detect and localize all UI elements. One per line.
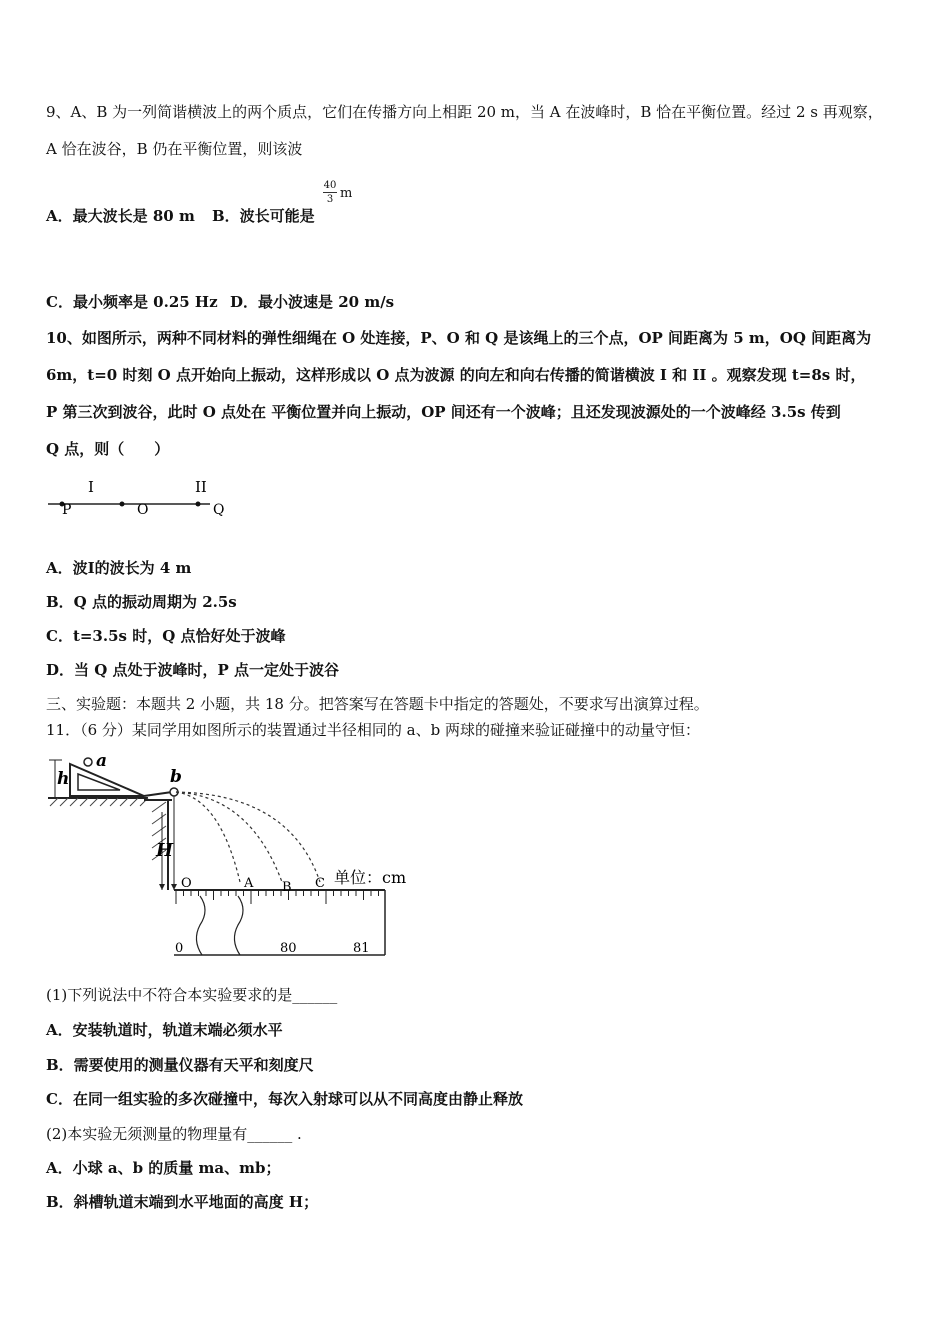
- q11-part2-option-b: B．斜槽轨道末端到水平地面的高度 H；: [46, 1193, 319, 1211]
- q10-option-b: B．Q 点的振动周期为 2.5s: [46, 593, 237, 611]
- label-H: H: [156, 840, 174, 861]
- upper-platform-hatch: [50, 798, 148, 806]
- track-end: [144, 792, 172, 796]
- q9-stem-line1: 9、A、B 为一列简谐横波上的两个质点，它们在传播方向上相距 20 m，当 A 在波峰时，B 恰在平衡位置。经过 2 s 再观察，: [46, 103, 883, 121]
- label-h: h: [57, 769, 70, 789]
- q11-part1-option-a: A．安装轨道时，轨道末端必须水平: [46, 1021, 283, 1039]
- q9-option-d: D．最小波速是 20 m/s: [230, 293, 395, 311]
- q10-stem-line2: 6m，t=0 时刻 O 点开始向上振动，这样形成以 O 点为波源 的向左和向右传播的简谐横波 I 和 II 。观察发现 t=8s 时，: [46, 366, 866, 384]
- q11-stem: 11．（6 分）某同学用如图所示的装置通过半径相同的 a、b 两球的碰撞来验证碰撞中的动量守恒：: [46, 721, 700, 739]
- q10-stem-line1: 10、如图所示，两种不同材料的弹性细绳在 O 处连接，P、O 和 Q 是该绳上的三个点，OP 间距离为 5 m，OQ 间距离为: [46, 329, 872, 347]
- point-q-dot: [196, 502, 201, 507]
- ruler-break-1: [196, 896, 205, 955]
- q11-apparatus-figure: [40, 750, 420, 965]
- q10-rope-figure: [40, 472, 240, 532]
- q10-option-d: D．当 Q 点处于波峰时，P 点一定处于波谷: [46, 661, 340, 679]
- wave-label-1: I: [88, 478, 94, 496]
- q9-option-a: A．最大波长是 80 m: [46, 207, 195, 225]
- q11-part2-option-a: A．小球 a、b 的质量 ma、mb；: [46, 1159, 281, 1177]
- trajectory-a: [176, 792, 240, 882]
- q11-part1: (1)下列说法中不符合本实验要求的是______: [46, 986, 338, 1004]
- q9-stem-line2: A 恰在波谷，B 仍在平衡位置，则该波: [46, 140, 303, 158]
- q11-part1-option-c: C．在同一组实验的多次碰撞中，每次入射球可以从不同高度由静止释放: [46, 1090, 523, 1108]
- label-C: C: [315, 876, 325, 891]
- label-b: b: [170, 767, 182, 787]
- ruler-ticks: [176, 890, 379, 904]
- point-o-dot: [120, 502, 125, 507]
- fraction-denominator: 3: [326, 194, 334, 205]
- label-p: P: [62, 502, 72, 518]
- unit-label: 单位：cm: [334, 868, 407, 887]
- trajectory-b: [176, 792, 282, 882]
- label-a: a: [96, 751, 108, 771]
- label-B: B: [282, 880, 292, 895]
- q9-option-b: B．波长可能是: [212, 207, 315, 225]
- q9-option-c: C．最小频率是 0.25 Hz: [46, 293, 218, 311]
- wave-label-2: II: [195, 478, 207, 496]
- q10-option-a: A．波Ⅰ的波长为 4 m: [46, 559, 192, 577]
- q10-stem-line3: P 第三次到波谷，此时 O 点处在 平衡位置并向上振动，OP 间还有一个波峰；且还发现波源处的一个波峰经 3.5s 传到: [46, 403, 841, 421]
- label-q: Q: [213, 502, 225, 518]
- section-3-header: 三、实验题：本题共 2 小题，共 18 分。把答案写在答题卡中指定的答题处，不要求写出演算过程。: [46, 695, 709, 713]
- label-A: A: [244, 876, 254, 891]
- fraction-unit: m: [340, 186, 353, 201]
- q11-part1-option-b: B．需要使用的测量仪器有天平和刻度尺: [46, 1056, 314, 1074]
- trajectory-c: [176, 792, 320, 882]
- ball-a: [84, 758, 92, 766]
- label-O: O: [181, 876, 192, 891]
- q11-part2: (2)本实验无须测量的物理量有______ .: [46, 1125, 302, 1143]
- fraction-numerator: 40: [323, 180, 337, 191]
- tick-label-80: 80: [280, 941, 297, 956]
- tick-label-0: 0: [175, 941, 184, 956]
- tick-label-81: 81: [353, 941, 370, 956]
- q10-option-c: C．t=3.5s 时，Q 点恰好处于波峰: [46, 627, 286, 645]
- q9-fraction: [323, 180, 337, 205]
- label-o: O: [137, 502, 149, 518]
- ruler-break-2: [234, 896, 243, 955]
- q10-stem-line4: Q 点，则（ ）: [46, 440, 170, 458]
